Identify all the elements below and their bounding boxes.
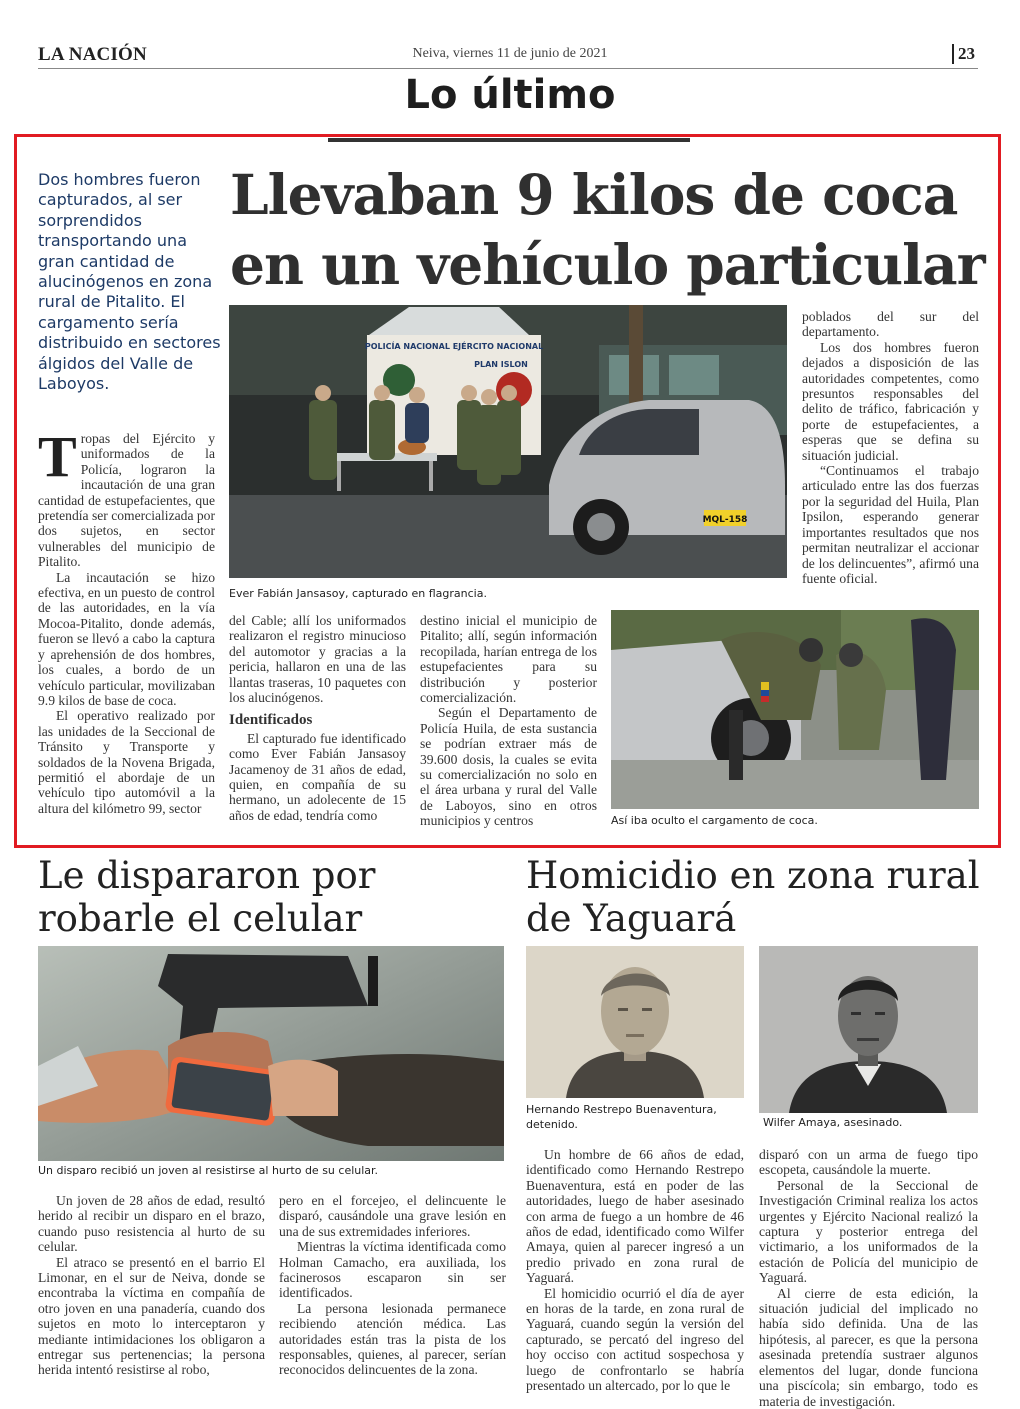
celular-col2-para3: La persona lesionada permanece recibiendo atención médica. Las autoridades están tras la pista de los responsables, quienes, al parecer, serían reconocidos delincuentes de la zona. bbox=[279, 1300, 506, 1378]
main-col2-para1: del Cable; allí los uniformados realizaron el registro minucioso del automotor y gracias a la pericia, hallaron en una de las llantas traseras, 10 paquetes con los alucinógenos. bbox=[229, 613, 406, 706]
main-col1-para3: El operativo realizado por las unidades de la Seccional de Tránsito y Transporte y soldados de la Novena Brigada, permitió el abordaje de un vehículo tipo automóvil a la altura del kilómetro 99, sector bbox=[38, 708, 215, 816]
photo-tire-search bbox=[611, 610, 979, 809]
celular-col2-para2: Mientras la víctima identificada como Holman Camacho, era auxiliada, los facinerosos escaparon sin ser identificados. bbox=[279, 1239, 506, 1301]
yaguara-column-2 bbox=[759, 1147, 978, 1409]
celular-col2-para1: pero en el forcejeo, el delincuente le disparó, causándole una grave lesión en una de sus extremidades inferiores. bbox=[279, 1193, 506, 1239]
portrait-hernando bbox=[526, 946, 744, 1098]
main-column-2 bbox=[229, 613, 406, 823]
caption-hernando: Hernando Restrepo Buenaventura, detenido. bbox=[526, 1103, 717, 1131]
story-headline-celular: Le dispararon por robarle el celular bbox=[38, 854, 376, 940]
celular-column-2 bbox=[279, 1193, 506, 1378]
yaguara-column-1 bbox=[526, 1147, 744, 1394]
yaguara-col2-para2: Personal de la Seccional de Investigación Criminal realiza los actos urgentes y Ejército Nacional realizó la captura y posterior entrega del victimario, a los uniformados de la estación de Policía del municipio de Yaguará. bbox=[759, 1177, 978, 1286]
main-col1-para1: ropas del Ejército y uniformados de la Policía, lograron la incautación de una gran cantidad de estupefacientes, que pretendía ser comercializada por dos sujetos, en sector vulnerables del municipio de Pitalito. bbox=[38, 431, 215, 570]
main-col4-para3: “Continuamos el trabajo articulado entre las dos fuerzas por la seguridad del Huila, Plan Ipsilon, esperando generar importantes resultados que nos permitan neutralizar el accionar de los delincuentes”, afirmó una fuente oficial. bbox=[802, 463, 979, 586]
photo-tire-search-illustration bbox=[611, 610, 979, 809]
dateline: Neiva, viernes 11 de junio de 2021 bbox=[412, 46, 608, 61]
yaguara-col1-para2: El homicidio ocurrió el día de ayer en horas de la tarde, en zona rural de Yaguará, cuando según la versión del capturado, se percató del ingreso del hoy occiso con actitud sospechosa y luego de confrontarlo se habría presentado un altercado, por lo que le bbox=[526, 1285, 744, 1394]
drop-cap: T bbox=[38, 424, 77, 489]
photo-banner-text-2: PLAN ISLON bbox=[474, 360, 528, 369]
yaguara-col2-para3: Al cierre de esta edición, la situación judicial del implicado no había sido definida. Una de las hipótesis, al parecer, es que la persona asesinada pretendía sustraer algunos elementos del lugar, donde funciona una piscícola; sin embargo, todo es materia de investigación. bbox=[759, 1285, 978, 1409]
photo-banner-text: POLICÍA NACIONAL EJÉRCITO NACIONAL bbox=[364, 342, 544, 351]
header-rule bbox=[38, 68, 978, 69]
main-col2-para2: El capturado fue identificado como Ever Fabián Jansasoy Jacamenoy de 31 años de edad, quien, en compañía de su hermano, un adolecente de 15 años de edad, tendría como bbox=[229, 730, 406, 823]
page-number: 23 bbox=[952, 44, 975, 64]
section-rule bbox=[328, 138, 690, 142]
car-plate-text: MQL-158 bbox=[702, 515, 748, 525]
photo-arrest-illustration bbox=[229, 305, 787, 578]
main-col4-para2: Los dos hombres fueron dejados a disposición de las autoridades competentes, como presuntos responsables del delito de tráfico, fabricación y porte de estupefacientes, a esperas que se defina su situación judicial. bbox=[802, 339, 979, 463]
celular-col1-para1: Un joven de 28 años de edad, resultó herido al recibir un disparo en el brazo, cuando puso resistencia al hurto de su celular. bbox=[38, 1193, 265, 1255]
main-column-1 bbox=[38, 424, 215, 816]
photo-gun-phone-caption: Un disparo recibió un joven al resistirse al hurto de su celular. bbox=[38, 1164, 379, 1177]
photo-arrest bbox=[229, 305, 787, 578]
main-col1-para2: La incautación se hizo efectiva, en un puesto de control de las autoridades, en la vía Mocoa-Pitalito, donde además, fueron se llevó a cabo la captura y aprehensión de dos hombres, los cuales, a bordo de un vehículo particular, movilizaban 9.9 kilos de base de coca. bbox=[38, 569, 215, 708]
story-headline-yaguara: Homicidio en zona rural de Yaguará bbox=[526, 854, 980, 940]
yaguara-col1-para1: Un hombre de 66 años de edad, identificado como Hernando Restrepo Buenaventura, está en poder de las autoridades, luego de haber asesinado con arma de fuego a un hombre de 46 años de edad, identificado como Wilfer Amaya, quien al parecer ingresó a un predio privado en zona rural de Yaguará. bbox=[526, 1147, 744, 1286]
section-title: Lo último bbox=[404, 72, 616, 118]
celular-column-1 bbox=[38, 1193, 265, 1378]
photo-tire-search-caption: Así iba oculto el cargamento de coca. bbox=[611, 814, 818, 827]
masthead-logo: LA NACIÓN bbox=[38, 44, 147, 65]
main-col3-para1: destino inicial el municipio de Pitalito; allí, según información recopilada, harían entrega de los estupefacientes para su distribución y posterior comercialización. bbox=[420, 613, 597, 706]
celular-col1-para2: El atraco se presentó en el barrio El Limonar, en el sur de Neiva, donde se encontraba la víctima en compañía de otro joven en una panadería, cuando dos sujetos en moto lo interceptaron y mediante intimidaciones los obligaron a entregar sus pertenencias; la persona herida intentó resistirse al robo, bbox=[38, 1254, 265, 1378]
article-headline: Llevaban 9 kilos de coca en un vehículo particular bbox=[230, 162, 985, 297]
photo-wilfer bbox=[759, 946, 978, 1113]
photo-hernando bbox=[526, 946, 744, 1098]
photo-arrest-caption: Ever Fabián Jansasoy, capturado en flagrancia. bbox=[229, 587, 487, 600]
subhead-identificados: Identificados bbox=[229, 712, 313, 729]
main-col4-para1: poblados del sur del departamento. bbox=[802, 309, 979, 340]
portrait-wilfer bbox=[759, 946, 978, 1113]
caption-wilfer: Wilfer Amaya, asesinado. bbox=[763, 1116, 903, 1129]
article-lede: Dos hombres fueron capturados, al ser sorprendidos transportando una gran cantidad de alucinógenos en zona rural de Pitalito. El cargamento sería distribuido en sectores álgidos del Valle de Laboyos. bbox=[38, 170, 221, 394]
yaguara-col2-para1: disparó con un arma de fuego tipo escopeta, causándole la muerte. bbox=[759, 1147, 978, 1178]
main-column-3 bbox=[420, 613, 597, 829]
main-column-4 bbox=[802, 309, 979, 586]
photo-gun-phone bbox=[38, 946, 504, 1161]
main-col3-para2: Según el Departamento de Policía Huila, de esta sustancia se podrían extraer más de 39.600 dosis, la cuales se evita su comercialización no solo en el área urbana y rural del Valle de Laboyos, sino en otros municipios y centros bbox=[420, 705, 597, 829]
photo-gun-phone-illustration bbox=[38, 946, 504, 1161]
